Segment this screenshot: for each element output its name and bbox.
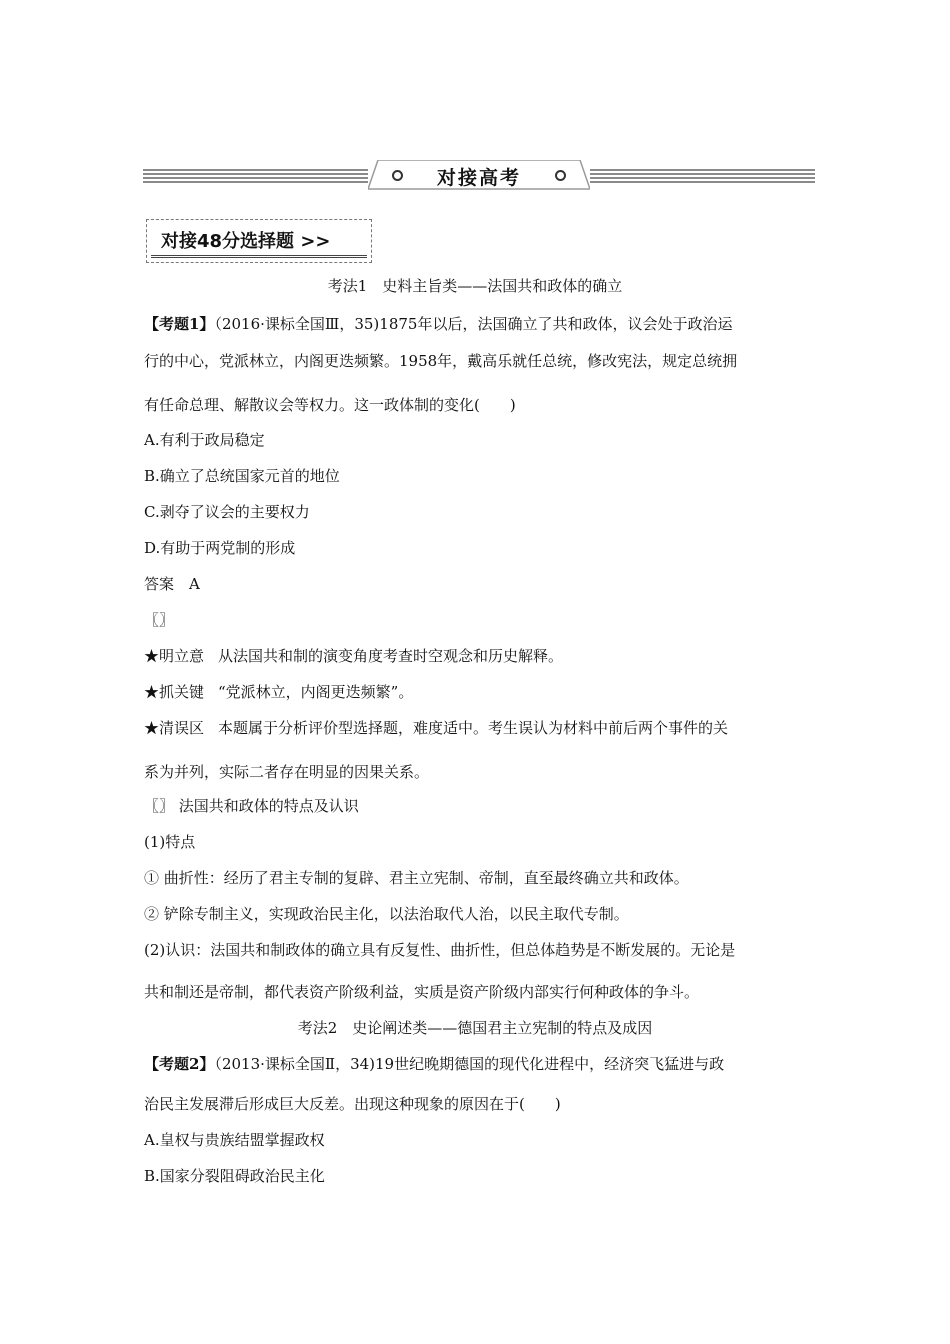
section-label-box bbox=[146, 219, 372, 263]
view-line2: 共和制还是帝制，都代表资产阶级利益，实质是资产阶级内部实行何种政体的争斗。 bbox=[144, 983, 700, 1001]
banner-title: 对接高考 bbox=[436, 167, 521, 189]
q1-option-c: C.剥夺了议会的主要权力 bbox=[144, 503, 310, 521]
q1-option-d: D.有助于两党制的形成 bbox=[144, 539, 296, 557]
q2-label: 【考题2】 bbox=[144, 1055, 215, 1073]
q1-answer: 答案 A bbox=[144, 575, 200, 593]
q1-line1-text: （2016·课标全国Ⅲ，35)1875年以后，法国确立了共和政体，议会处于政治运 bbox=[214, 315, 733, 333]
q2-line1-text: （2013·课标全国Ⅱ，34)19世纪晚期德国的现代化进程中，经济突飞猛进与政 bbox=[214, 1055, 725, 1073]
extension-title: 〖〗 法国共和政体的特点及认识 bbox=[144, 797, 359, 815]
banner-right-stripes bbox=[585, 169, 815, 183]
q1-line3: 有任命总理、解散议会等权力。这一政体制的变化( ) bbox=[144, 396, 516, 414]
q2-line1 bbox=[144, 1055, 724, 1073]
q1-option-a: A.有利于政局稳定 bbox=[144, 431, 265, 449]
q2-option-a: A.皇权与贵族结盟掌握政权 bbox=[144, 1131, 325, 1149]
q1-star2 bbox=[144, 683, 413, 701]
banner-center bbox=[368, 160, 590, 190]
star2-text: “党派林立，内阁更迭频繁”。 bbox=[218, 683, 414, 701]
q1-option-b: B.确立了总统国家元首的地位 bbox=[144, 467, 340, 485]
banner-left-stripes bbox=[143, 169, 373, 183]
section-title: 对接48分选择题 >> bbox=[161, 231, 331, 252]
features-heading: (1)特点 bbox=[144, 833, 196, 851]
q1-star3-continuation: 系为并列，实际二者存在明显的因果关系。 bbox=[144, 763, 430, 781]
q1-star3 bbox=[144, 719, 728, 737]
feature-1: ① 曲折性：经历了君主专制的复辟、君主立宪制、帝制，直至最终确立共和政体。 bbox=[144, 869, 689, 887]
star1-text: 从法国共和制的演变角度考查时空观念和历史解释。 bbox=[218, 647, 564, 665]
q1-star1 bbox=[144, 647, 563, 665]
q2-option-b: B.国家分裂阻碍政治民主化 bbox=[144, 1167, 325, 1185]
star1-label: ★明立意 bbox=[144, 647, 205, 665]
q1-label: 【考题1】 bbox=[144, 315, 215, 333]
method1-heading: 考法1 史料主旨类——法国共和政体的确立 bbox=[327, 277, 623, 295]
banner-ring-right-icon bbox=[555, 170, 566, 181]
star3-text: 本题属于分析评价型选择题，难度适中。考生误认为材料中前后两个事件的关 bbox=[218, 719, 729, 737]
method2-heading: 考法2 史论阐述类——德国君主立宪制的特点及成因 bbox=[297, 1019, 653, 1037]
section-banner bbox=[143, 160, 815, 190]
q1-bracket: 〖〗 bbox=[144, 611, 175, 629]
feature-2: ② 铲除专制主义，实现政治民主化，以法治取代人治，以民主取代专制。 bbox=[144, 905, 629, 923]
q1-line1 bbox=[144, 315, 732, 333]
q1-line2: 行的中心，党派林立，内阁更迭频繁。1958年，戴高乐就任总统，修改宪法，规定总统拥 bbox=[144, 352, 738, 370]
star2-label: ★抓关键 bbox=[144, 683, 205, 701]
star3-label: ★清误区 bbox=[144, 719, 205, 737]
q2-line2: 治民主发展滞后形成巨大反差。出现这种现象的原因在于( ) bbox=[144, 1095, 561, 1113]
view-line1: (2)认识：法国共和制政体的确立具有反复性、曲折性，但总体趋势是不断发展的。无论是 bbox=[144, 941, 736, 959]
